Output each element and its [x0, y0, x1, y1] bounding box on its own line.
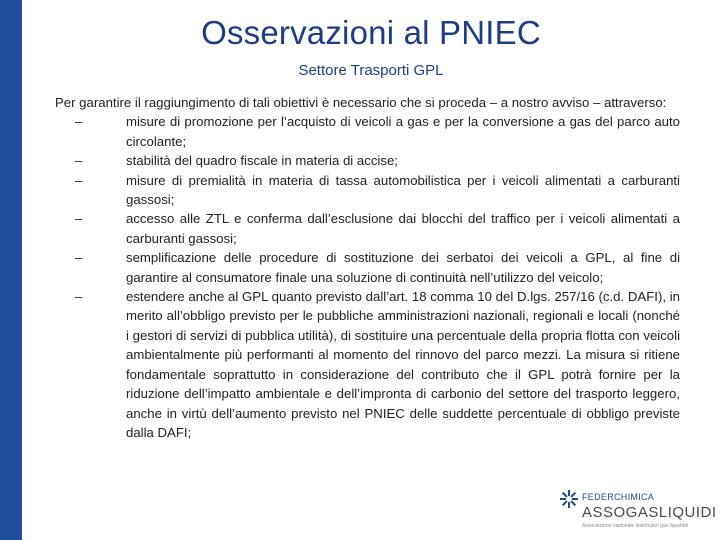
list-item-text: stabilità del quadro fiscale in materia di accise;	[126, 153, 398, 169]
list-item	[55, 209, 680, 248]
logo-tagline: Associazione nazionale distributori gas liquefatti	[582, 523, 689, 529]
list-item-text: misure di premialità in materia di tassa automobilistica per i veicoli alimentati a carburanti gassosi;	[126, 172, 680, 208]
left-accent-bar	[0, 0, 22, 540]
list-item-text: semplificazione delle procedure di sostituzione dei serbatoi dei veicoli a GPL, al fine di garantire al consumatore finale una soluzione di continuità nell’utilizzo del veicolo;	[126, 250, 680, 285]
dash-bullet: –	[75, 114, 83, 130]
dash-bullet: –	[75, 211, 83, 227]
intro-paragraph: Per garantire il raggiungimento di tali obiettivi è necessario che si proceda – a nostro avviso – attraverso:	[55, 95, 667, 110]
measures-list	[55, 112, 680, 442]
list-item-text: estendere anche al GPL quanto previsto dall’art. 18 comma 10 del D.lgs. 257/16 (c.d. DAFI), in merito all’obbligo previsto per le pubbliche amministrazioni nazionali, regionali e locali (nonché i gestori di servizi di pubblica utilità), di sostituire una percentuale della propria flotta con veicoli ambientalmente più performanti al momento del rinnovo del parco mezzi. La misura si ritiene fondamentale soprattutto in considerazione del contributo che il GPL potrà fornire per la riduzione dell’impatto ambientale e dell’impronta di carbonio del settore del trasporto leggero, anche in virtù dell’aumento previsto nel PNIEC delle suddette percentuale di obbligo previste dalla DAFI;	[126, 289, 680, 440]
slide-subtitle: Settore Trasporti GPL	[298, 62, 444, 79]
list-item	[55, 112, 680, 151]
dash-bullet: –	[75, 172, 83, 188]
slide-body	[55, 93, 680, 442]
list-item	[55, 171, 680, 210]
logo-assogasliquidi-text: ASSOGASLIQUIDI	[582, 504, 717, 521]
list-item	[55, 248, 680, 287]
dash-bullet: –	[75, 289, 83, 305]
slide-title: Osservazioni al PNIEC	[201, 14, 541, 51]
federchimica-logo-icon	[560, 490, 578, 508]
list-item-text: misure di promozione per l’acquisto di veicoli a gas e per la conversione a gas del parco auto circolante;	[126, 114, 680, 149]
assogasliquidi-logo	[560, 488, 717, 536]
dash-bullet: –	[75, 250, 83, 266]
list-item	[55, 151, 680, 170]
logo-federchimica-text: FEDERCHIMICA	[582, 492, 655, 502]
list-item-text: accesso alle ZTL e conferma dall’esclusione dai blocchi del traffico per i veicoli alimentati a carburanti gassosi;	[126, 211, 680, 246]
list-item	[55, 287, 680, 442]
dash-bullet: –	[75, 153, 83, 169]
